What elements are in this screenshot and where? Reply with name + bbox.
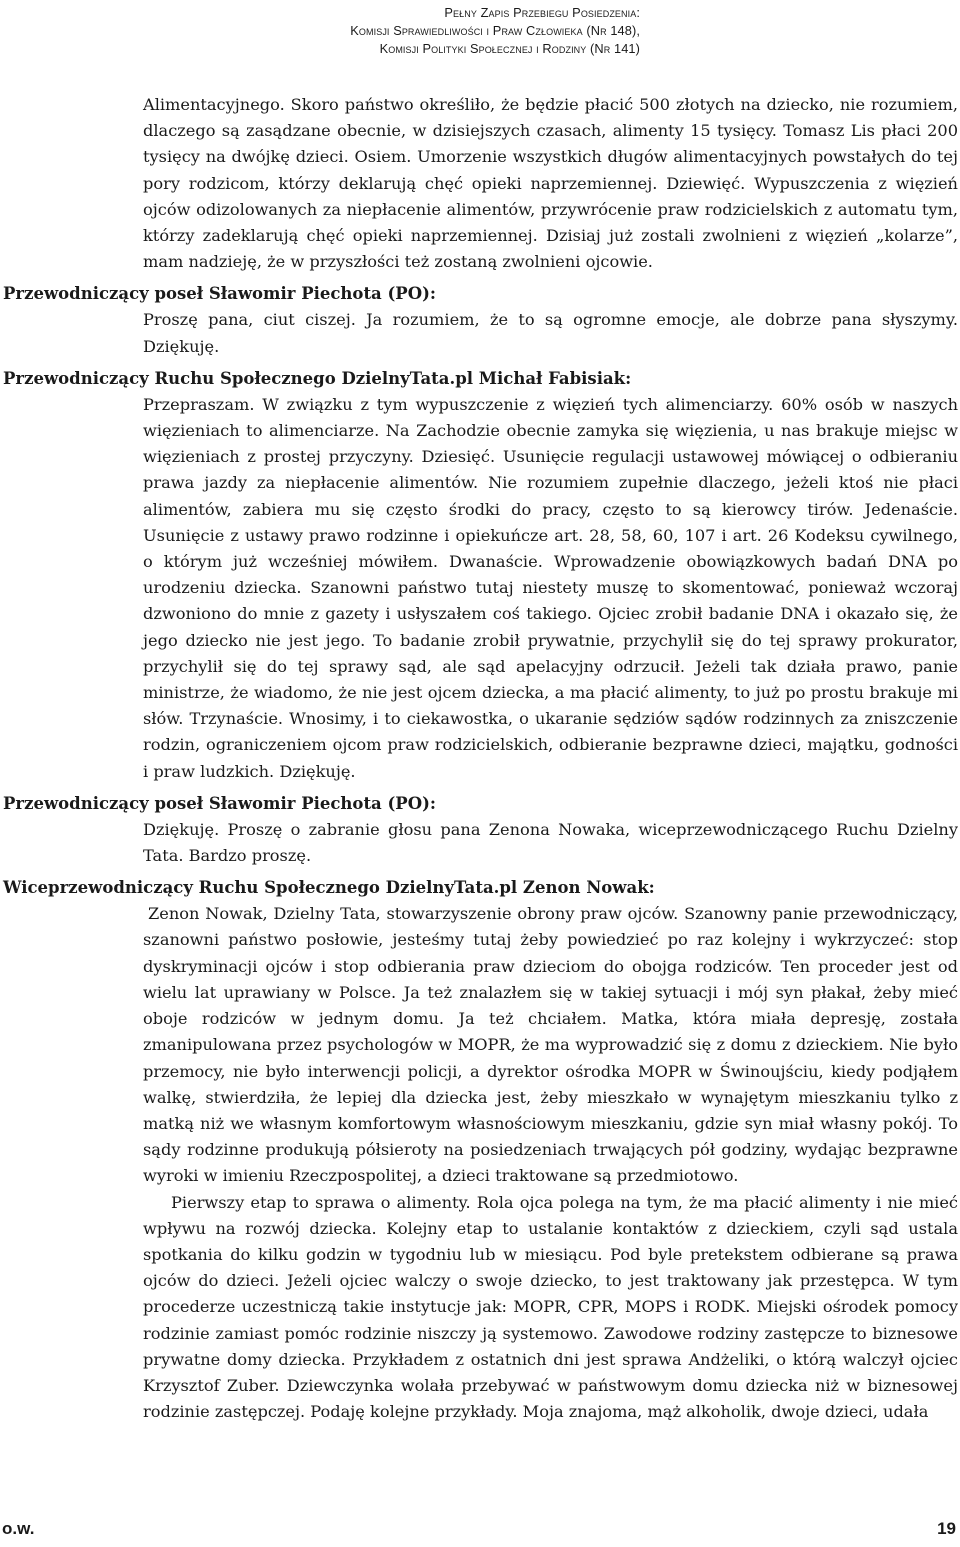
paragraph: Zenon Nowak, Dzielny Tata, stowarzyszenie obrony praw ojców. Szanowny panie przewodniczący, szanowni państwo posłowie, jesteśmy tutaj żeby powiedzieć po raz kolejny i wykrzyczeć: stop dyskryminacji ojców i stop odbierania praw dzieciom do obojga rodziców. Ten proceder jest od wielu lat uprawiany w Polsce. Ja też znalazłem się w takiej sytuacji i mój syn płakał, żeby mieć oboje rodziców w jednym domu. Ja też chciałem. Matka, która miała depresję, została zmanipulowana przez psychologów w MOPR, że ma wyprowadzić się z domu z dzieckiem. Nie było przemocy, nie było interwencji policji, a dyrektor ośrodka MOPR w Świnoujściu, kiedy podjąłem walkę, stwierdziła, że lepiej dla dziecka jest, żeby mieszkało w wynajętym mieszkaniu tylko z matką niż we własnym komfortowym własnościowym mieszkaniu, gdzie syn miał własny pokój. To sądy rodzinne produkują półsieroty na posiedzeniach trwających pół godziny, wydając bezprawne wyroki w imieniu Rzeczpospolitej, a dzieci traktowane są przedmiotowo. [143,904,958,1186]
paragraph: Alimentacyjnego. Skoro państwo określiło, że będzie płacić 500 złotych na dziecko, nie rozumiem, dlaczego są zasądzane obecnie, w dzisiejszych czasach, alimenty 15 tysięcy. Tomasz Lis płaci 200 tysięcy na dwójkę dzieci. Osiem. Umorzenie wszystkich długów alimentacyjnych powstałych do tej pory rodzicom, którzy deklarują chęć opieki naprzemiennej. Dziewięć. Wypuszczenia z więzień ojców odizolowanych za niepłacenie alimentów, przywrócenie praw rodzicielskich z automatu tym, którzy zadeklarują chęć opieki naprzemiennej. Dzisiaj już zostali zwolnieni z więzień „kolarze”, mam nadzieję, że w przyszłości też zostaną zwolnieni ojcowie. [143,95,958,272]
paragraph: Dziękuję. Proszę o zabranie głosu pana Zenona Nowaka, wiceprzewodniczącego Ruchu Dzielny Tata. Bardzo proszę. [143,819,958,866]
speaker-heading: Wiceprzewodniczący Ruchu Społecznego DzielnyTata.pl Zenon Nowak: [3,878,655,898]
paragraph: Pierwszy etap to sprawa o alimenty. Rola ojca polega na tym, że ma płacić alimenty i nie mieć wpływu na rozwój dziecka. Kolejny etap to ustalanie kontaktów z dzieckiem, czyli sąd ustala spotkania do kilku godzin w tygodniu lub w miesiącu. Pod byle pretekstem odbierane są prawa ojców do dzieci. Jeżeli ojciec walczy o swoje dziecko, to jest traktowany jak przestępca. W tym procederze uczestniczą takie instytucje jak: MOPR, CPR, MOPS i RODK. Miejski ośrodek pomocy rodzinie zamiast pomóc rodzinie niszczy ją systemowo. Zawodowe rodziny zastępcze to biznesowe prywatne domy dziecka. Przykładem z ostatnich dni jest sprawa Andżeliki, o którą walczył ojciec Krzysztof Zuber. Dziewczynka wolała przebywać w państwowym domu dziecka niż w biznesowej rodzinie zastępczej. Podaję kolejne przykłady. Moja znajoma, mąż alkoholik, dwoje dzieci, udała [143,1192,958,1422]
page-footer [0,1519,960,1543]
speaker-heading: Przewodniczący Ruchu Społecznego DzielnyTata.pl Michał Fabisiak: [3,368,632,388]
paragraph: Przepraszam. W związku z tym wypuszczenie z więzień tych alimenciarzy. 60% osób w naszych więzieniach to alimenciarze. Na Zachodzie obecnie zamyka się więzienia, u nas brakuje miejsc w więzieniach z prostej przyczyny. Dziesięć. Usunięcie regulacji ustawowej mówiącej o odbieraniu prawa jazdy za niepłacenie alimentów. Nie rozumiem zupełnie dlaczego, jeżeli ktoś nie płaci alimentów, zabiera mu się często środki do pracy, często to są kierowcy tirów. Jedenaście. Usunięcie z ustawy prawo rodzinne i opiekuńcze art. 28, 58, 60, 107 i art. 26 Kodeksu cywilnego, o którym już wcześniej mówiłem. Dwanaście. Wprowadzenie obowiązkowych badań DNA po urodzeniu dziecka. Szanowni państwo tutaj niestety muszę to skomentować, ponieważ wczoraj dzwoniono do mnie z gazety i usłyszałem coś takiego. Ojciec zrobił badanie DNA i okazało się, że jego dziecko nie jest jego. To badanie zrobił prywatnie, przychylił się do tej sprawy prokurator, przychylił się do tej sprawy sąd, ale sąd apelacyjny odrzucił. Jeżeli tak działa prawo, panie ministrze, że wiadomo, że nie jest ojcem dziecka, a ma płacić alimenty, to już po prostu brakuje mi słów. Trzynaście. Wnosimy, i to ciekawostka, o ukaranie sędziów sądów rodzinnych za zniszczenie rodzin, ograniczeniem ojcom praw rodzicielskich, odbieranie bezprawne dzieci, majątku, godności i praw ludzkich. Dziękuję. [143,394,958,781]
speaker-heading: Przewodniczący poseł Sławomir Piechota (PO): [3,793,436,813]
header-line-1: Pełny Zapis Przebiegu Posiedzenia: [444,5,640,20]
speaker-heading: Przewodniczący poseł Sławomir Piechota (PO): [3,284,436,304]
paragraph: Proszę pana, ciut ciszej. Ja rozumiem, że to są ogromne emocje, ale dobrze pana słyszymy. Dziękuję. [143,310,958,356]
page-number: 19 [937,1519,956,1538]
transcript-body [0,92,960,1425]
header-line-3: Komisji Polityki Społecznej i Rodziny (Nr 141) [379,41,640,56]
header-line-2: Komisji Sprawiedliwości i Praw Człowieka (Nr 148), [350,23,640,38]
page-header [40,4,640,58]
footer-label: o.w. [2,1519,35,1538]
